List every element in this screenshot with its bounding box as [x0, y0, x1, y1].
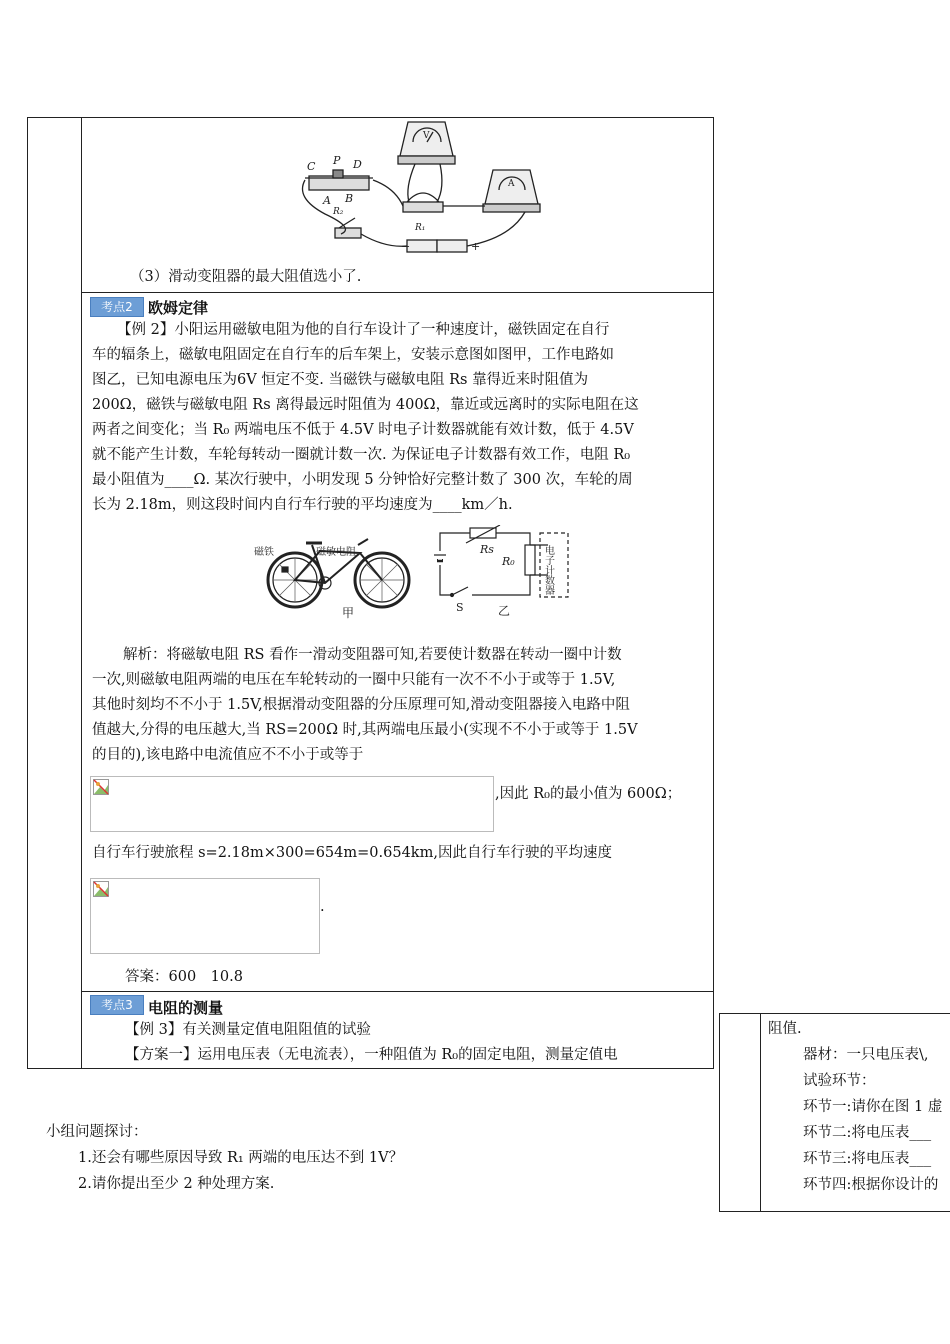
formula-image-placeholder	[90, 776, 494, 832]
example2-line: 就不能产生计数，车轮每转动一圈就计数一次. 为保证电子计数器有效工作，电阻 R₀	[92, 447, 631, 463]
example2-line: 【例 2】小阳运用磁敏电阻为他的自行车设计了一种速度计，磁铁固定在自行	[117, 322, 610, 338]
topic2-title: 欧姆定律	[148, 299, 209, 317]
broken-image-icon	[93, 779, 109, 795]
bicycle-figure	[250, 525, 420, 620]
example2-line: 图乙，已知电源电压为6V 恒定不变. 当磁铁与磁敏电阻 Rs 靠得近来时阻值为	[92, 372, 589, 388]
label-p: P	[333, 154, 341, 167]
label-r1: R₁	[415, 223, 426, 233]
topic3-title: 电阻的测量	[148, 999, 224, 1017]
example2-line: 长为 2.18m，则这段时间内自行车行驶的平均速度为____km／h.	[92, 497, 513, 513]
analysis-line: 的目的),该电路中电流值应不不小于或等于	[92, 747, 364, 763]
circuit-diagram-image	[295, 118, 545, 263]
discussion-q1: 1.还会有哪些原因导致 R₁ 两端的电压达不到 1V？	[78, 1150, 404, 1166]
discussion-title: 小组问题探讨：	[46, 1124, 148, 1140]
label-minus: −	[401, 240, 411, 253]
table-column-divider	[81, 117, 82, 1069]
right-table-line: 环节三:将电压表___	[803, 1151, 932, 1167]
example2-line: 200Ω，磁铁与磁敏电阻 Rs 离得最远时阻值为 400Ω，靠近或远离时的实际电阻在这	[92, 397, 639, 413]
part3-text: （3）滑动变阻器的最大阻值选小了.	[130, 269, 362, 285]
topic3-badge: 考点3	[90, 995, 144, 1015]
table-border-bottom	[27, 1068, 714, 1069]
topic2-badge: 考点2	[90, 297, 144, 317]
answer-text: 答案：600 10.8	[125, 969, 243, 985]
table-border-left	[27, 117, 28, 1069]
r0-label: R₀	[502, 555, 515, 568]
right-table-line: 环节四:根据你设计的	[803, 1177, 939, 1193]
right-table-column-divider	[760, 1013, 761, 1212]
right-table-border-left	[719, 1013, 720, 1212]
switch-label: S	[456, 601, 464, 614]
label-v: V	[423, 131, 430, 141]
example3-line2: 【方案一】运用电压表（无电流表），一种阻值为 R₀的固定电阻，测量定值电	[125, 1047, 618, 1063]
distance-text: 自行车行驶旅程 s=2.18m×300=654m=0.654km,因此自行车行驶的平均速度	[92, 845, 612, 861]
magnet-label: 磁铁	[254, 547, 274, 558]
row-divider	[81, 991, 714, 992]
right-table-border-bottom	[719, 1211, 950, 1212]
analysis-after-img2: .	[320, 899, 325, 915]
example3-line1: 【例 3】有关测量定值电阻阻值的试验	[125, 1022, 371, 1038]
rs-label: Rs	[480, 543, 494, 556]
sensor-label: 磁敏电阻	[316, 547, 356, 558]
right-table-line: 器材：一只电压表\,	[803, 1047, 929, 1063]
analysis-line: 值越大,分得的电压越大,当 RS=200Ω 时,其两端电压最小(实现不不小于或等于 1.5V	[92, 722, 638, 738]
right-table-line: 环节一:请你在图 1 虚	[803, 1099, 943, 1115]
label-a: A	[323, 194, 331, 207]
table-border-right	[713, 117, 714, 1069]
right-table-content	[765, 1013, 950, 1211]
formula-image-placeholder	[90, 878, 320, 954]
label-b: B	[345, 192, 354, 205]
row-divider	[81, 292, 714, 293]
analysis-after-img1: ,因此 R₀的最小值为 600Ω；	[495, 786, 682, 802]
figure-yi-label: 乙	[498, 604, 511, 618]
label-plus: +	[471, 240, 481, 253]
counter-label: 电子计数器	[542, 545, 554, 595]
right-table-line: 环节二:将电压表___	[803, 1125, 932, 1141]
example2-line: 车的辐条上，磁敏电阻固定在自行车的后车架上，安装示意图如图甲，工作电路如	[92, 347, 614, 363]
right-table-line: 试验环节：	[803, 1073, 876, 1089]
label-amp: A	[508, 179, 515, 189]
analysis-line: 其他时刻均不不小于 1.5V,根据滑动变阻器的分压原理可知,滑动变阻器接入电路中阻	[92, 697, 630, 713]
analysis-line: 一次,则磁敏电阻两端的电压在车轮转动的一圈中只能有一次不不小于或等于 1.5V,	[92, 672, 616, 688]
analysis-line: 解析：将磁敏电阻 RS 看作一滑动变阻器可知,若要使计数器在转动一圈中计数	[123, 647, 622, 663]
right-table-line: 阻值.	[768, 1021, 802, 1037]
figure-jia-label: 甲	[342, 606, 355, 620]
label-d: D	[353, 158, 362, 171]
discussion-q2: 2.请你提出至少 2 种处理方案.	[78, 1176, 275, 1192]
example2-line: 两者之间变化；当 R₀ 两端电压不低于 4.5V 时电子计数器就能有效计数，低于 4.5V	[92, 422, 634, 438]
label-c: C	[307, 160, 316, 173]
broken-image-icon	[93, 881, 109, 897]
speedometer-circuit	[430, 525, 580, 620]
example2-line: 最小阻值为____Ω. 某次行驶中，小明发现 5 分钟恰好完整计数了 300 次，车轮的周	[92, 472, 633, 488]
label-r2: R₂	[333, 207, 344, 217]
